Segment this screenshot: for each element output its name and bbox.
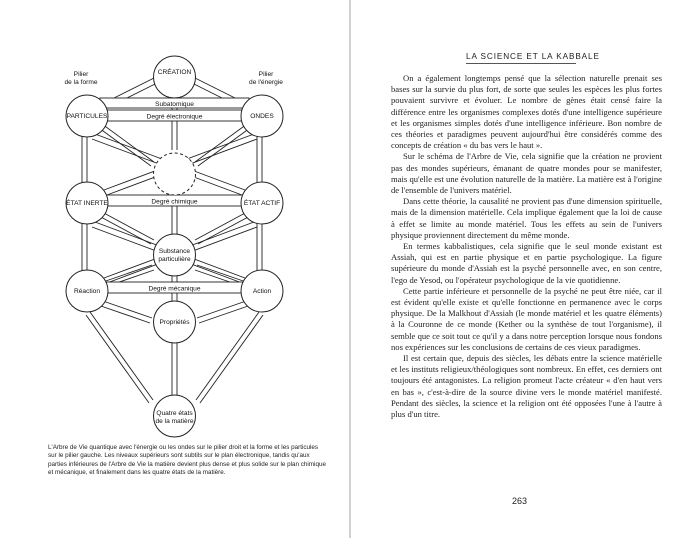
pillar-right-label-1: Pilier <box>258 71 274 78</box>
node-etat-inerte-label: ÉTAT INERTE <box>66 200 108 207</box>
pillar-left-label-2: de la forme <box>64 79 98 86</box>
running-head-rule <box>466 63 576 64</box>
figure-caption: L'Arbre de Vie quantique avec l'énergie ou les ondes sur le pilier droit et la forme et les particules sur le pilier gauche. Les niveaux supérieurs sont subtils sur le plan électronique, tandis qu'aux parties inférieures de l'Arbre de Vie la matière devient plus dense et plus solide sur le plan chimique et mécanique, et finalement dans les quatre états de la matière. <box>48 444 326 477</box>
node-substance-label-2: particulière <box>158 256 191 263</box>
bar-mecanique-label: Degré mécanique <box>148 285 201 293</box>
pillar-left-label-1: Pilier <box>73 71 89 78</box>
node-substance <box>154 234 196 276</box>
paragraph: On a également longtemps pensé que la sélection naturelle prenait ses bases sur la survie du plus fort, de sorte que seules les espèces les plus fortes pouvaient survivre et évoluer. Le nombre de gènes était censé faire la différence entre les organismes complexes dotés d'une intelligence supérieure et les organismes simples dotés d'une intelligence inférieure. Bon nombre de ces théories et paradigmes peuvent aujourd'hui être considérés comme des concepts de création « du bas vers le haut ». <box>391 73 662 151</box>
paragraph: Cette partie inférieure et personnelle de la psyché ne peut être niée, car il est évident qu'elle existe et qu'elle fonctionne en permanence avec le corps physique. De la Malkhout d'Assiah (le monde matériel et les quatre éléments) à la Couronne de ce monde (Kether ou la synthèse de tout l'organisme), il semble que ce soit tout ce qu'il y a dans notre perception lorsque nous fondons nos expériences sur les conclusions de certains de ces vieux paradigmes. <box>391 285 662 352</box>
node-particules-label: PARTICULES <box>66 113 108 120</box>
node-action-label: Action <box>252 288 272 295</box>
node-creation <box>154 56 196 98</box>
running-head: LA SCIENCE ET LA KABBALE <box>466 52 600 61</box>
left-page <box>0 0 349 538</box>
pillar-right-label-2: de l'énergie <box>249 79 283 86</box>
page-number: 263 <box>512 496 528 506</box>
node-substance-label-1: Substance <box>158 248 191 255</box>
body-text <box>391 73 662 420</box>
paragraph: Dans cette théorie, la causalité ne provient pas d'une dimension spirituelle, mais de la dimension matérielle. Cela implique également que la loi de cause à effet se limite au monde matériel. Tous les effets au sein de l'univers physique proviennent directement du même monde. <box>391 196 662 240</box>
paragraph: Il est certain que, depuis des siècles, les débats entre la science matérielle et les instituts religieux/théologiques sont nombreux. En effet, ces derniers ont toujours été antagonistes. La religion promeut l'acte créateur « d'en haut vers en bas », c'est-à-dire de la source divine vers le monde matériel manifesté. Pendant des siècles, la science et la religion ont été opposées l'une à l'autre à plus d'un titre. <box>391 353 662 420</box>
bar-electronique-label: Degré électronique <box>146 113 203 121</box>
paragraph: Sur le schéma de l'Arbre de Vie, cela signifie que la création ne provient pas des mondes supérieurs, émanant de quatre mondes pour se manifester, mais qu'elle est une évolution naturelle de la matière. La matière est à l'origine de l'ensemble de l'univers matériel. <box>391 151 662 196</box>
bar-chimique-label: Degré chimique <box>151 198 198 206</box>
node-creation-label: CRÉATION <box>157 69 192 76</box>
node-daath <box>154 153 196 195</box>
node-reaction-label: Réaction <box>73 288 101 295</box>
node-quatre-etats-label-2: de la matière <box>155 418 194 425</box>
node-etat-actif-label: ÉTAT ACTIF <box>243 200 281 207</box>
node-quatre-etats-label-1: Quatre états <box>156 410 193 417</box>
paragraph: En termes kabbalistiques, cela signifie que le seul monde existant est Assiah, qui est en partie physique et en partie psychologique. La figure supérieure du monde d'Assiah est la psyché personnelle avec, en son centre, l'ego de Yesod, ou l'opérateur psychologique de la vie quotidienne. <box>391 241 662 285</box>
bar-subatomique-label: Subatomique <box>155 101 194 108</box>
node-ondes-label: ONDES <box>250 113 274 120</box>
node-proprietes-label: Propriétés <box>159 319 190 326</box>
